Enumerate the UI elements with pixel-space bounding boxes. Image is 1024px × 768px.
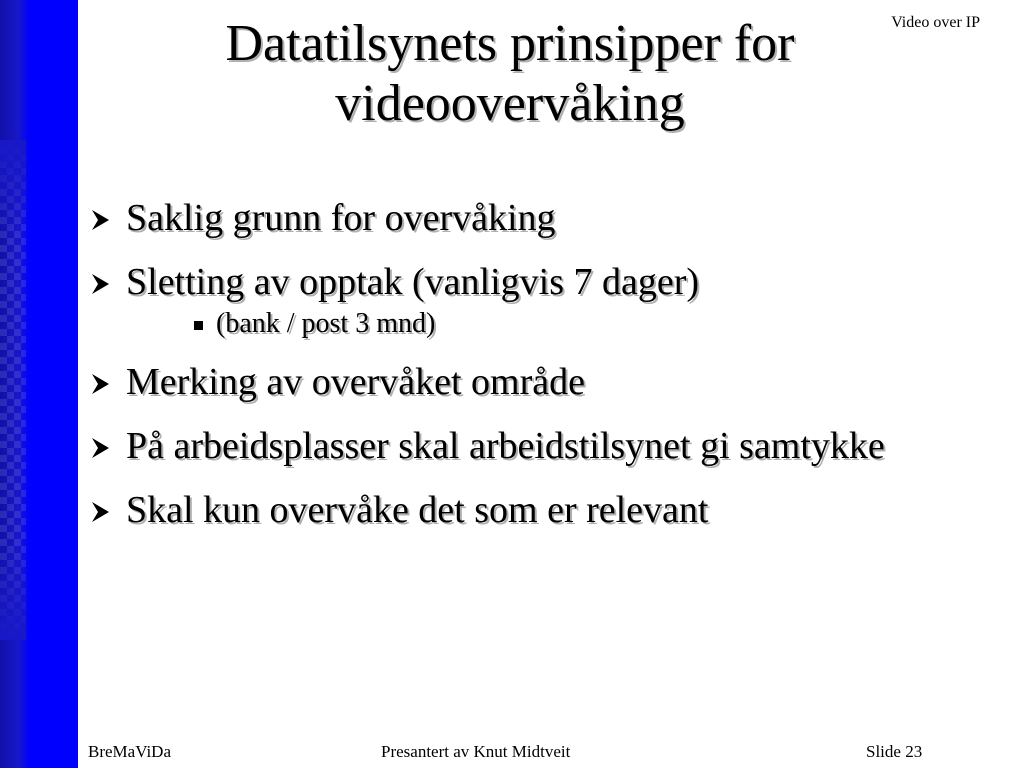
left-decorative-sidebar bbox=[0, 0, 78, 768]
bullet-item bbox=[88, 356, 888, 408]
bullet-item bbox=[88, 192, 888, 244]
slide-title: Datatilsynets prinsipper for videoovervåking bbox=[225, 15, 795, 132]
sub-bullet-item bbox=[88, 306, 888, 342]
header-label: Video over IP bbox=[891, 14, 980, 31]
footer-slide-number: Slide 23 bbox=[866, 742, 923, 761]
sub-bullet-text: (bank / post 3 mnd) bbox=[216, 308, 436, 339]
bullet-list bbox=[88, 192, 888, 548]
bullet-item bbox=[88, 420, 888, 472]
footer-left-label: BreMaViDa bbox=[88, 742, 172, 761]
bullet-text: Merking av overvåket område bbox=[126, 361, 585, 403]
bullet-item bbox=[88, 256, 888, 308]
bullet-text: Saklig grunn for overvåking bbox=[126, 197, 556, 239]
bullet-text: Skal kun overvåke det som er relevant bbox=[126, 489, 709, 531]
bullet-text: På arbeidsplasser skal arbeidstilsynet gi samtykke bbox=[126, 425, 885, 467]
bullet-text: Sletting av opptak (vanligvis 7 dager) bbox=[126, 261, 700, 303]
footer-presenter-label: Presantert av Knut Midtveit bbox=[381, 742, 571, 761]
bullet-item bbox=[88, 484, 888, 536]
square-bullet-icon bbox=[194, 321, 203, 330]
sidebar-checker-fade bbox=[0, 140, 26, 640]
